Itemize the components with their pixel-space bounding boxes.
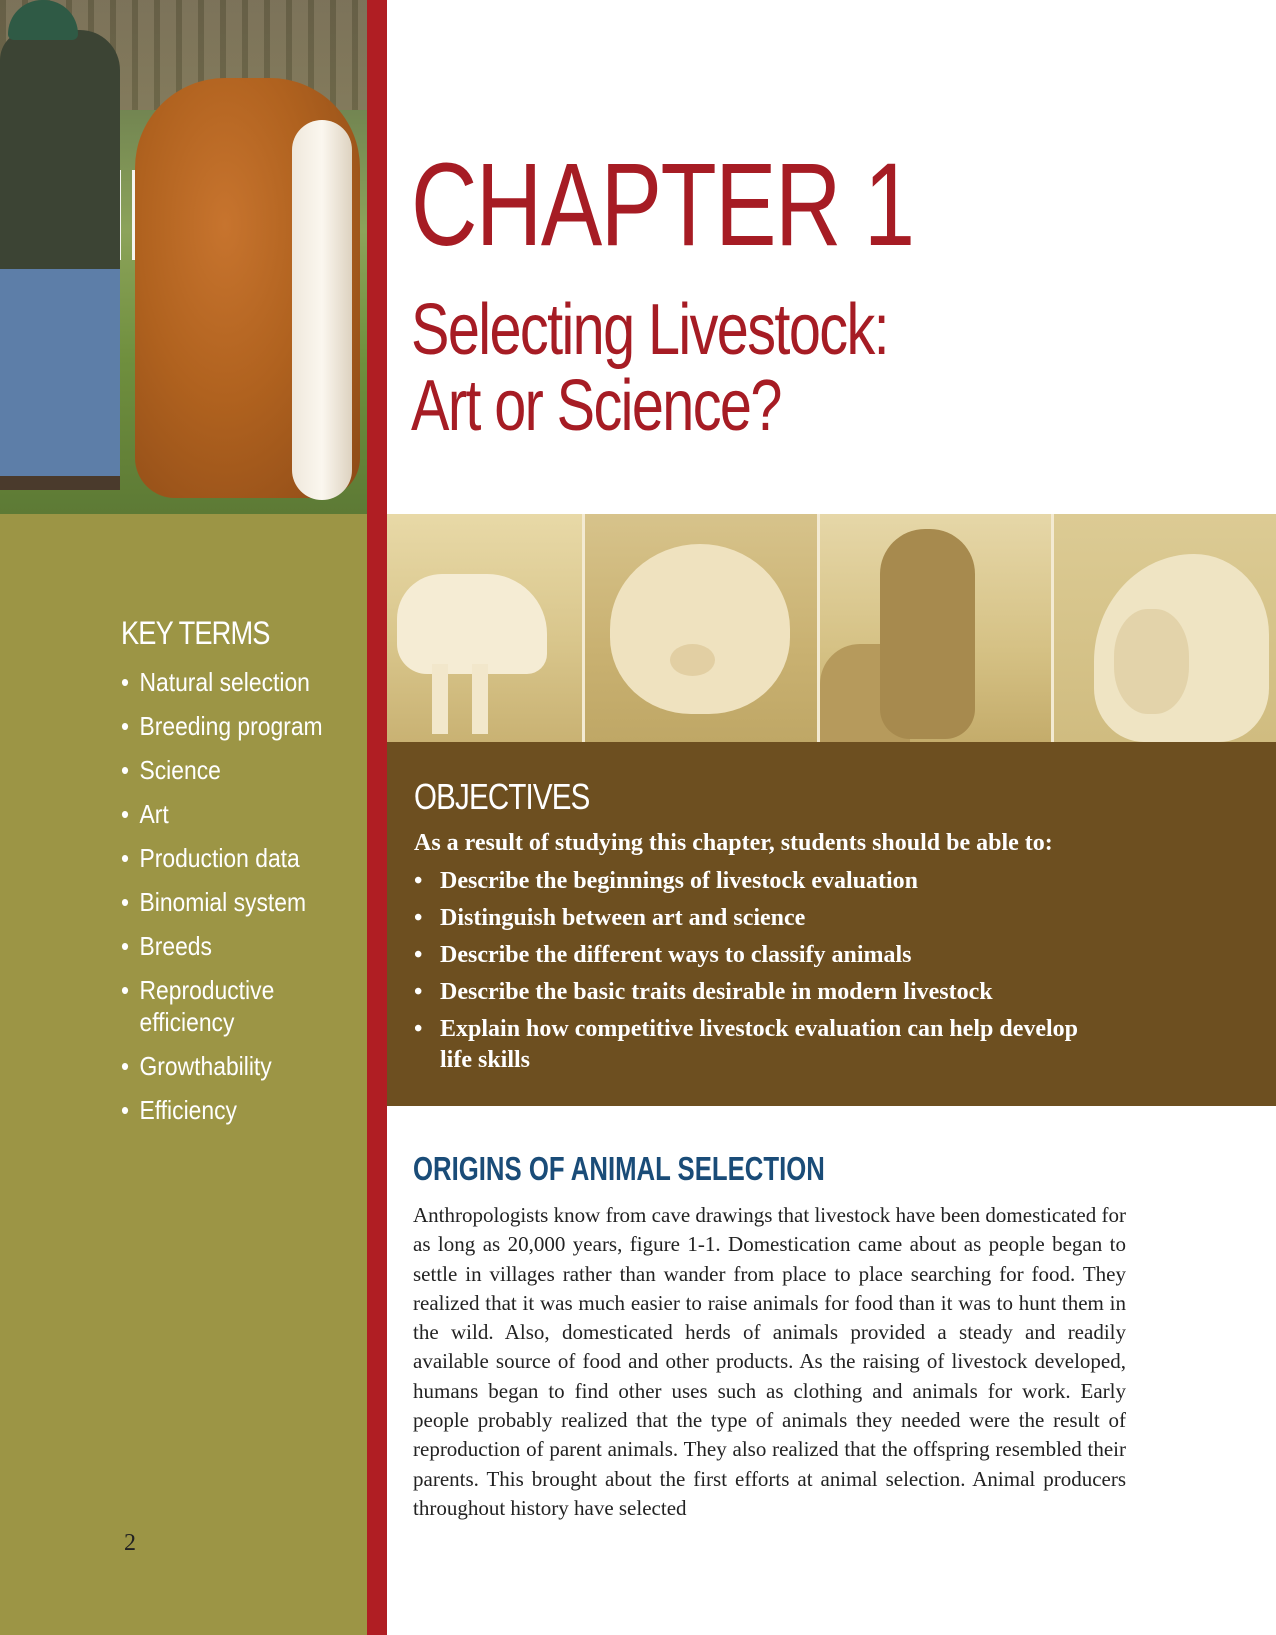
livestock-image-strip <box>387 514 1276 742</box>
cattle-image <box>387 514 585 742</box>
key-term-item: • Efficiency <box>121 1094 323 1126</box>
chapter-number: CHAPTER 1 <box>411 139 914 271</box>
chapter-title-line2: Art or Science? <box>411 366 781 446</box>
page-number: 2 <box>124 1530 136 1556</box>
pig-image <box>585 514 819 742</box>
objective-item: • Describe the beginnings of livestock evaluation <box>414 866 1104 897</box>
objectives-box <box>387 742 1276 1106</box>
pig-snout <box>670 644 715 676</box>
red-divider-bar <box>367 0 387 1635</box>
chapter-title <box>411 292 888 444</box>
chapter-title-line1: Selecting Livestock: <box>411 290 889 370</box>
handler-figure <box>0 30 120 490</box>
key-terms-title: KEY TERMS <box>121 615 270 651</box>
key-term-item: • Reproductive efficiency <box>121 974 280 1038</box>
objective-item: • Distinguish between art and science <box>414 903 1104 934</box>
key-term-item: • Breeds <box>121 930 323 962</box>
key-term-item: • Natural selection <box>121 666 323 698</box>
key-term-item: • Binomial system <box>121 886 323 918</box>
objectives-title: OBJECTIVES <box>414 776 590 817</box>
objectives-intro: As a result of studying this chapter, students should be able to: <box>414 830 1053 856</box>
key-term-item: • Production data <box>121 842 323 874</box>
pig-head <box>610 544 790 714</box>
key-term-item: • Art <box>121 798 323 830</box>
objective-item: • Describe the different ways to classify animals <box>414 940 1104 971</box>
objective-item: • Explain how competitive livestock evaluation can help develop life skills <box>414 1014 1104 1076</box>
key-term-item: • Science <box>121 754 323 786</box>
cattle-legs <box>432 664 502 734</box>
objectives-list <box>414 866 1104 1082</box>
objective-item: • Describe the basic traits desirable in modern livestock <box>414 977 1104 1008</box>
key-term-item: • Growthability <box>121 1050 323 1082</box>
body-paragraph: Anthropologists know from cave drawings that livestock have been domesticated for as long as 20,000 years, figure 1-1. Domestication came about as people began to settle in villages rather than wander from place to place searching for food. They realized that it was much easier to raise animals for food than it was to hunt them in the wild. Also, domesticated herds of animals provided a steady and readily available source of food and other products. As the raising of livestock developed, humans began to find other uses such as clothing and animals for work. Early people probably realized that the type of animals they needed were the result of reproduction of parent animals. They also realized that the offspring resembled their parents. This brought about the first efforts at animal selection. Animal producers throughout history have selected <box>413 1203 1126 1520</box>
horse-image <box>820 514 1054 742</box>
key-terms-list <box>121 666 350 1138</box>
cattle-body <box>397 574 547 674</box>
section-heading: ORIGINS OF ANIMAL SELECTION <box>413 1150 825 1187</box>
sheep-face <box>1114 609 1189 714</box>
cow-tail <box>292 120 352 500</box>
horse-head <box>880 529 975 739</box>
cattle-show-photo <box>0 0 367 514</box>
key-term-item: • Breeding program <box>121 710 323 742</box>
sheep-image <box>1054 514 1276 742</box>
